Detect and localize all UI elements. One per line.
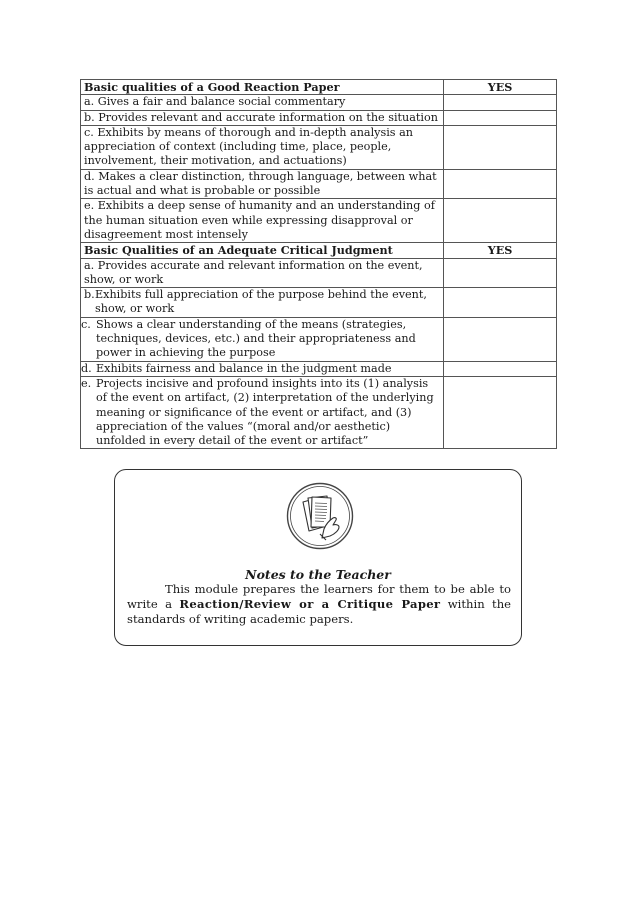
- qualities-checklist-table: [80, 79, 557, 449]
- notes-body-line3: standards of writing academic papers.: [127, 611, 354, 626]
- item-text: Projects incisive and profound insights into its (1) analysis of the event on artifact, (2) interpretation of the underlying meaning or significance of the event or artifact, and (3) appreciation of the values “(moral and/or aesthetic) unfolded in every detail of the event or artifact”: [96, 376, 434, 448]
- yes-checkbox-cell[interactable]: [444, 110, 557, 125]
- table-row: [81, 125, 557, 169]
- notes-title: Notes to the Teacher: [245, 567, 391, 582]
- criterion-cell: a. Gives a fair and balance social commentary: [81, 95, 444, 110]
- item-letter: e.: [81, 376, 92, 390]
- item-letter: c.: [81, 317, 91, 331]
- item-letter: d.: [81, 361, 92, 375]
- notes-to-teacher-box: [114, 469, 522, 646]
- table-row: [81, 95, 557, 110]
- table-row: [81, 169, 557, 199]
- criterion-cell: [81, 288, 444, 318]
- notes-body-pre: write a: [127, 596, 172, 611]
- criterion-cell: b. Provides relevant and accurate information on the situation: [81, 110, 444, 125]
- notes-body-post: within the: [447, 596, 512, 611]
- section1-header: Basic qualities of a Good Reaction Paper: [81, 80, 444, 95]
- notes-body-bold: Reaction/Review or a Critique Paper: [179, 596, 441, 611]
- item-letter: a.: [84, 258, 95, 272]
- yes-checkbox-cell[interactable]: [444, 361, 557, 376]
- section2-header-row: [81, 243, 557, 258]
- yes-checkbox-cell[interactable]: [444, 95, 557, 110]
- item-letter: b.: [84, 288, 95, 302]
- yes-checkbox-cell[interactable]: [444, 199, 557, 243]
- item-text: Exhibits full appreciation of the purpose behind the event, show, or work: [95, 288, 427, 316]
- hand-holding-papers-icon: [286, 482, 354, 550]
- yes-checkbox-cell[interactable]: [444, 125, 557, 169]
- notes-line: [127, 597, 511, 612]
- table-row: [81, 258, 557, 288]
- criterion-cell: [81, 376, 444, 448]
- criterion-cell: [81, 317, 444, 361]
- table-row: [81, 361, 557, 376]
- table-row: [81, 199, 557, 243]
- yes-checkbox-cell[interactable]: [444, 258, 557, 288]
- yes-checkbox-cell[interactable]: [444, 376, 557, 448]
- yes-checkbox-cell[interactable]: [444, 169, 557, 199]
- notes-body: [127, 582, 511, 626]
- yes-checkbox-cell[interactable]: [444, 317, 557, 361]
- section1-header-row: [81, 80, 557, 95]
- table-row: [81, 376, 557, 448]
- criterion-cell: c. Exhibits by means of thorough and in-depth analysis an appreciation of context (including time, place, people, involvement, their motivation, and actuations): [81, 125, 444, 169]
- table-row: [81, 110, 557, 125]
- criterion-cell: e. Exhibits a deep sense of humanity and an understanding of the human situation even while expressing disapproval or disagreement most intensely: [81, 199, 444, 243]
- item-text: Provides accurate and relevant information on the event, show, or work: [84, 258, 423, 286]
- criterion-cell: [81, 361, 444, 376]
- item-text: Exhibits fairness and balance in the judgment made: [96, 361, 392, 375]
- notes-line: [127, 582, 511, 597]
- section1-yes-header: YES: [444, 80, 557, 95]
- table-row: [81, 317, 557, 361]
- section2-yes-header: YES: [444, 243, 557, 258]
- section2-header: Basic Qualities of an Adequate Critical Judgment: [81, 243, 444, 258]
- criterion-cell: [81, 258, 444, 288]
- notes-body-line1: This module prepares the learners for them to be able to: [165, 582, 511, 596]
- criterion-cell: d. Makes a clear distinction, through language, between what is actual and what is probable or possible: [81, 169, 444, 199]
- table-row: [81, 288, 557, 318]
- yes-checkbox-cell[interactable]: [444, 288, 557, 318]
- item-text: Shows a clear understanding of the means (strategies, techniques, devices, etc.) and their appropriateness and power in achieving the purpose: [96, 317, 416, 360]
